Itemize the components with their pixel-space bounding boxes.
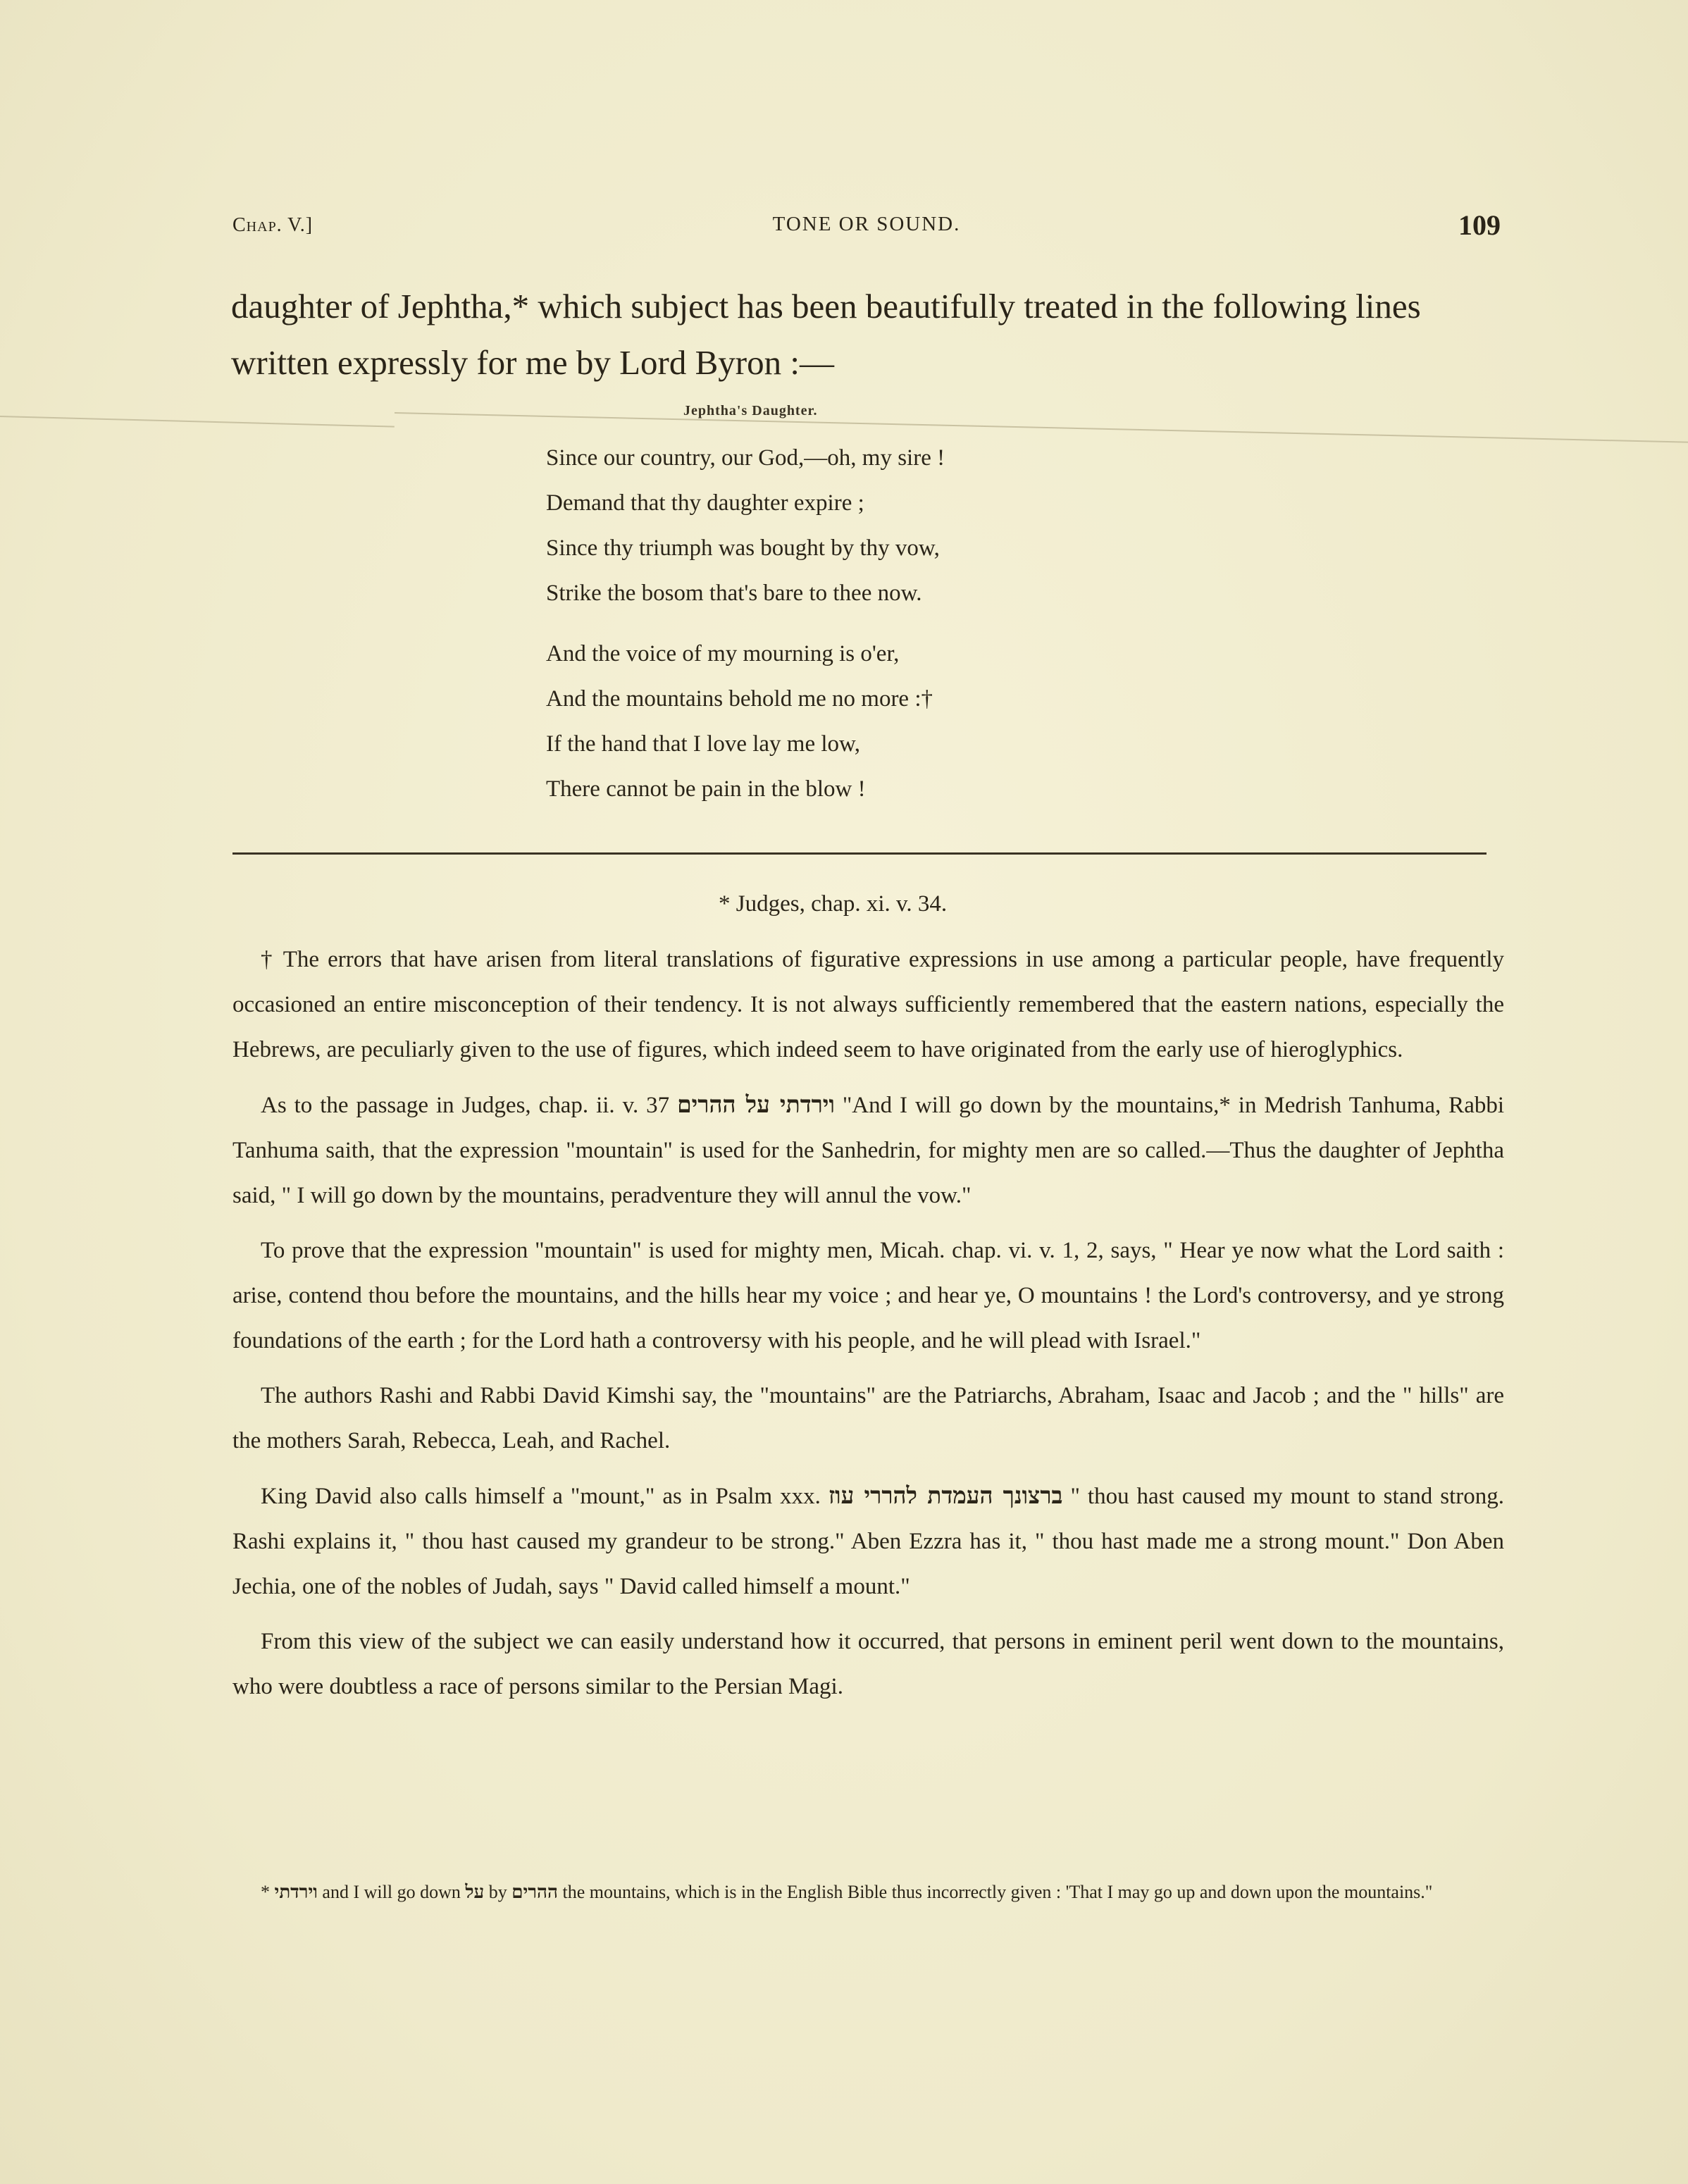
- page-number: 109: [1458, 209, 1501, 241]
- notes-section: [232, 937, 1504, 1719]
- poem-line: And the mountains behold me no more :†: [546, 686, 933, 712]
- poem-stanza-1: [546, 435, 1180, 616]
- bottom-footnote: [261, 1873, 1508, 1912]
- poem-line: Strike the bosom that's bare to thee now.: [546, 581, 922, 606]
- poem-line: There cannot be pain in the blow !: [546, 776, 866, 802]
- hebrew-text: ההרים: [511, 1882, 558, 1903]
- hebrew-text: על: [465, 1882, 485, 1903]
- note-text: As to the passage in Judges, chap. ii. v. 37: [261, 1093, 670, 1118]
- footnote-text: and I will go down: [322, 1882, 461, 1902]
- note-text: "And I will go down by the mountains,* in Medrish Tanhuma, Rabbi Tanhuma saith, that the expression "mountain" is used for the Sanhedrin, for mighty men are so called.—Thus the daughter of Jephtha said, " I will go down by the mountains, peradventure they will annul the vow.": [232, 1093, 1505, 1208]
- running-title: TONE OR SOUND.: [772, 213, 961, 235]
- hebrew-text: וירדתי על ההרים: [677, 1091, 835, 1118]
- chapter-label: Chap. V.]: [232, 214, 314, 236]
- poem-line: If the hand that I love lay me low,: [546, 731, 860, 757]
- footnote-marker: *: [261, 1882, 270, 1902]
- poem-stanza-2: [546, 631, 1180, 812]
- poem-line: Since thy triumph was bought by thy vow,: [546, 535, 940, 561]
- note-paragraph-4: The authors Rashi and Rabbi David Kimshi say, the "mountains" are the Patriarchs, Abraham, Isaac and Jacob ; and the " hills" are the mothers Sarah, Rebecca, Leah, and Rachel.: [232, 1383, 1504, 1453]
- poem-header: Jephtha's Daughter.: [683, 403, 818, 418]
- note-paragraph-1: † The errors that have arisen from literal translations of figurative expressions in use among a particular people, have frequently occasioned an entire misconception of their tendency. It is not always sufficiently remembered that the eastern nations, especially the Hebrews, are peculiarly given to the use of figures, which indeed seem to have originated from the early use of hieroglyphics.: [232, 947, 1504, 1062]
- footnote-text: by: [488, 1882, 507, 1902]
- note-paragraph-5: [232, 1473, 1504, 1609]
- note-paragraph-6: From this view of the subject we can easily understand how it occurred, that persons in eminent peril went down to the mountains, who were doubtless a race of persons similar to the Persian Magi.: [232, 1629, 1504, 1699]
- note-text: King David also calls himself a "mount," as in Psalm xxx.: [261, 1484, 821, 1509]
- lead-paragraph: daughter of Jephtha,* which subject has been beautifully treated in the following lines written expressly for me by Lord Byron :—: [231, 287, 1421, 382]
- poem-line: And the voice of my mourning is o'er,: [546, 641, 900, 666]
- poem-line: Since our country, our God,—oh, my sire !: [546, 445, 945, 471]
- hebrew-text: ברצונך העמדת להררי עוז: [828, 1482, 1063, 1509]
- poem-line: Demand that thy daughter expire ;: [546, 490, 864, 516]
- footnote-judges: * Judges, chap. xi. v. 34.: [719, 891, 948, 917]
- hebrew-text: וירדתי: [274, 1882, 318, 1903]
- note-text: " thou hast caused my mount to stand strong. Rashi explains it, " thou hast caused my grandeur to be strong." Aben Ezzra has it, " thou hast made me a strong mount." Don Aben Jechia, one of the nobles of Judah, says " David called himself a mount.": [232, 1484, 1505, 1599]
- note-paragraph-2: [232, 1082, 1504, 1218]
- section-divider: [232, 852, 1487, 855]
- page-fold-line-left: [0, 416, 395, 428]
- note-paragraph-3: To prove that the expression "mountain" is used for mighty men, Micah. chap. vi. v. 1, 2, says, " Hear ye now what the Lord saith : arise, contend thou before the mountains, and the hills hear my voice ; and hear ye, O mountains ! the Lord's controversy, and ye strong foundations of the earth ; for the Lord hath a controversy with his people, and he will plead with Israel.": [232, 1238, 1504, 1353]
- poem: [546, 435, 1180, 827]
- footnote-text: the mountains, which is in the English Bible thus incorrectly given : 'That I may go up and down upon the mountains.": [562, 1882, 1433, 1902]
- running-head: [232, 211, 1501, 247]
